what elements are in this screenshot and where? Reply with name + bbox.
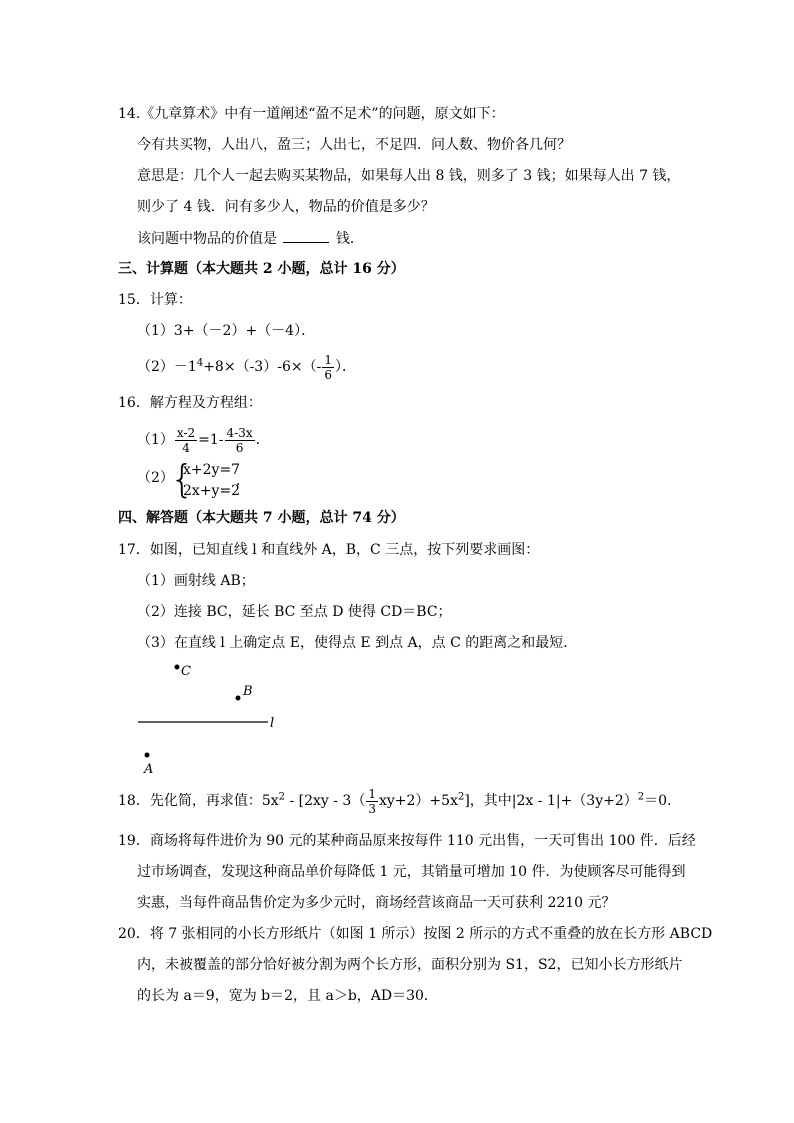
q18-post: ＝0． (644, 793, 682, 809)
q18-exponent-1: 2 (278, 791, 285, 803)
answer-blank (283, 228, 329, 243)
q16-part2-post: ． (236, 473, 250, 489)
q19-line2: 过市场调查，发现这种商品单价每降低 1 元，其销量可增加 10 件．为使顾客尽可能得到 (137, 864, 686, 880)
point-a (145, 753, 150, 758)
q17-line1: 17．如图，已知直线 l 和直线外 A，B，C 三点，按下列要求画图： (118, 542, 540, 558)
fraction-denominator: 6 (235, 440, 244, 455)
section-4-heading: 四、解答题（本大题共 7 小题，总计 74 分） (118, 510, 405, 526)
q16-part1-post: ． (255, 432, 270, 448)
point-b (236, 696, 241, 701)
q14-line3: 意思是：几个人一起去购买某物品，如果每人出 8 钱，则多了 3 钱；如果每人出 7 钱， (137, 168, 681, 184)
label-a: A (144, 762, 154, 777)
q18-mid3: ]，其中|2x - 1|+（3y+2） (464, 793, 638, 809)
fraction-one-third (366, 787, 378, 816)
q18-mid2: xy+2）+5x (378, 793, 458, 809)
q15-part2-mid: +8×（-3）-6×（- (203, 359, 322, 375)
q14-line5-post: 钱． (335, 231, 364, 247)
q16-part1-label: （1） (137, 432, 174, 448)
q16-part1-mid: =1- (198, 432, 224, 448)
fraction-x-minus-2-over-4 (175, 426, 197, 455)
q15-part2 (137, 352, 356, 382)
fraction-denominator: 3 (368, 801, 376, 816)
q16-part2-label: （2） (137, 470, 174, 486)
q15-part2-pre: （2）－1 (137, 359, 197, 375)
q14-line2: 今有共买物，人出八，盈三；人出七，不足四．问人数、物价各几何？ (137, 137, 571, 153)
q16-part1 (137, 424, 270, 456)
q18-exponent-3: 2 (637, 791, 645, 803)
q20-line3: 的长为 a＝9，宽为 b＝2，且 a＞b，AD＝30． (137, 988, 438, 1004)
q17-part2: （2）连接 BC，延长 BC 至点 D 使得 CD＝BC； (137, 604, 452, 620)
q15-part2-post: ）． (334, 359, 356, 375)
fraction-numerator: 1 (368, 786, 376, 801)
q17-part3: （3）在直线 l 上确定点 E，使得点 E 到点 A，点 C 的距离之和最短． (137, 635, 578, 651)
q19-line3: 实惠，当每件商品售价定为多少元时，商场经营该商品一天可获利 2210 元？ (137, 895, 616, 911)
section-3-heading: 三、计算题（本大题共 2 小题，总计 16 分） (118, 261, 405, 277)
fraction-numerator: 1 (324, 352, 332, 367)
q18-pre: 18．先化简，再求值：5x (118, 793, 279, 809)
q14-line1: 14.《九章算术》中有一道阐述“盈不足术”的问题，原文如下： (118, 106, 505, 122)
q14-line4: 则少了 4 钱．问有多少人，物品的价值是多少？ (137, 199, 435, 215)
label-b: B (243, 684, 253, 699)
point-c (175, 665, 180, 670)
fraction-one-sixth (322, 353, 334, 382)
fraction-numerator: 4-3x (226, 425, 253, 440)
fraction-denominator: 4 (182, 440, 190, 455)
q14-line5-pre: 该问题中物品的价值是 (137, 231, 277, 247)
q17-part1: （1）画射线 AB； (137, 573, 255, 589)
q18-exponent-2: 2 (457, 791, 465, 803)
equation-system-brace: { (170, 457, 195, 501)
q20-line2: 内，未被覆盖的部分恰好被分割为两个长方形，面积分别为 S1，S2，已知小长方形纸片 (137, 957, 683, 973)
label-l: l (270, 716, 275, 731)
q19-line1: 19．商场将每件进价为 90 元的某种商品原来按每件 110 元出售，一天可售出 100 件．后经 (118, 833, 696, 849)
q20-line1: 20．将 7 张相同的小长方形纸片（如图 1 所示）按图 2 所示的方式不重叠的放在长方形 ABCD (118, 926, 713, 942)
q18-line (118, 786, 681, 816)
q17-figure (130, 655, 300, 780)
fraction-denominator: 6 (324, 367, 332, 382)
q15-title: 15．计算： (118, 292, 192, 308)
fraction-numerator: x-2 (176, 425, 196, 440)
q16-title: 16．解方程及方程组： (118, 395, 262, 411)
fraction-4-minus-3x-over-6 (225, 426, 255, 455)
q16-equation-1: x+2y=7 (183, 462, 241, 478)
q14-line5 (137, 228, 364, 249)
q16-equation-2: 2x+y=2 (183, 483, 241, 499)
label-c: C (181, 664, 191, 679)
q15-part1: （1）3+（－2）+（－4）． (137, 323, 316, 339)
q18-mid1: - [2xy - 3（ (285, 793, 366, 809)
q15-part2-exponent: 4 (196, 357, 204, 369)
